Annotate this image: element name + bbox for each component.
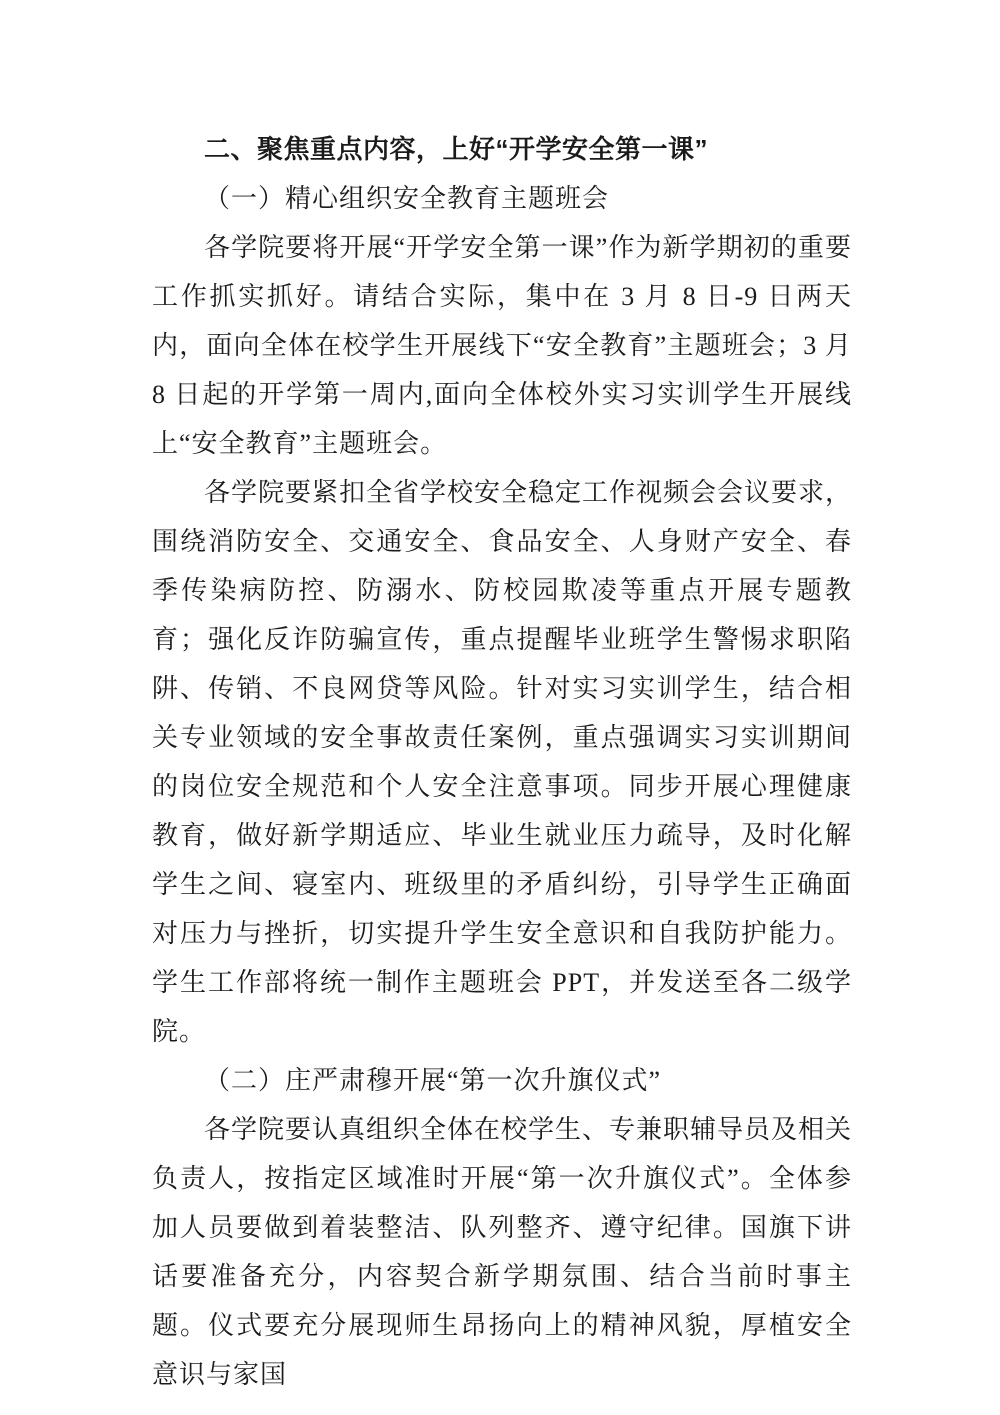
subsection-heading-2: （二）庄严肃穆开展“第一次升旗仪式”	[204, 1066, 662, 1095]
paragraph-safety-theme-class-meeting: 各学院要将开展“开学安全第一课”作为新学期初的重要工作抓实抓好。请结合实际，集中在 3 月 8 日-9 日两天内，面向全体在校学生开展线下“安全教育”主题班会；3 月 8 日起的开学第一周内,面向全体校外实习实训学生开展线上“安全教育”主题班会。	[152, 233, 852, 458]
paragraph-flag-raising-ceremony: 各学院要认真组织全体在校学生、专兼职辅导员及相关负责人，按指定区域准时开展“第一次升旗仪式”。全体参加人员要做到着装整洁、队列整齐、遵守纪律。国旗下讲话要准备充分，内容契合新学期氛围、结合当前时事主题。仪式要充分展现师生昂扬向上的精神风貌，厚植安全意识与家国	[152, 1115, 853, 1389]
section-heading: 二、聚焦重点内容，上好“开学安全第一课”	[204, 134, 709, 164]
paragraph-special-education-topics: 各学院要紧扣全省学校安全稳定工作视频会会议要求，围绕消防安全、交通安全、食品安全、人身财产安全、春季传染病防控、防溺水、防校园欺凌等重点开展专题教育；强化反诈防骗宣传，重点提醒毕业班学生警惕求职陷阱、传销、不良网贷等风险。针对实习实训学生，结合相关专业领域的安全事故责任案例，重点强调实习实训期间的岗位安全规范和个人安全注意事项。同步开展心理健康教育，做好新学期适应、毕业生就业压力疏导，及时化解学生之间、寝室内、班级里的矛盾纠纷，引导学生正确面对压力与挫折，切实提升学生安全意识和自我防护能力。学生工作部将统一制作主题班会 PPT，并发送至各二级学院。	[152, 478, 853, 1046]
document-content-column	[152, 125, 852, 1399]
subsection-heading-1: （一）精心组织安全教育主题班会	[204, 184, 610, 213]
